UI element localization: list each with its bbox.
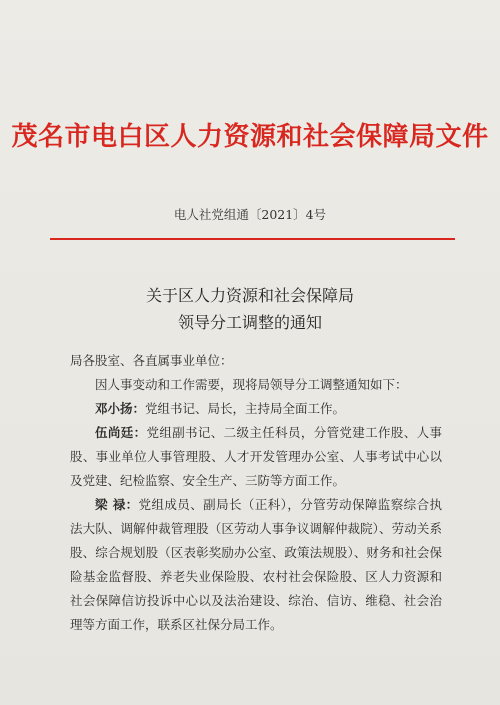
notice-title-line-1: 关于区人力资源和社会保障局	[145, 286, 354, 305]
intro-paragraph: 因人事变动和工作需要，现将局领导分工调整通知如下：	[95, 377, 408, 392]
masthead-title: 茂名市电白区人力资源和社会保障局文件	[11, 122, 489, 152]
leader-name: 梁 禄：	[95, 497, 139, 512]
notice-title-line-2: 领导分工调整的通知	[177, 313, 322, 332]
document-number: 电人社党组通〔2021〕4号	[173, 207, 327, 222]
duty-text: 党组书记、局长，主持局全面工作。	[145, 401, 346, 416]
duty-paragraph	[70, 397, 442, 421]
leader-name: 邓小扬：	[95, 401, 146, 416]
duty-paragraph	[70, 421, 442, 493]
duty-paragraph	[70, 493, 442, 637]
addressee: 局各股室、各直属事业单位：	[70, 353, 233, 368]
red-divider-line	[50, 238, 455, 240]
duty-text: 党组成员、副局长（正科），分管劳动保障监察综合执法大队、调解仲裁管理股（区劳动人事争议调解仲裁院）、劳动关系股、综合规划股（区表彰奖励办公室、政策法规股）、财务和社会保险基金监督股、养老失业保险股、农村社会保险股、区人力资源和社会保障信访投诉中心以及法治建设、综治、信访、维稳、社会治理等方面工作，联系区社保分局工作。	[70, 497, 442, 632]
notice-body	[70, 349, 442, 637]
duty-text: 党组副书记、二级主任科员，分管党建工作股、人事股、事业单位人事管理股、人才开发管理办公室、人事考试中心以及党建、纪检监察、安全生产、三防等方面工作。	[70, 425, 442, 488]
leader-name: 伍尚廷：	[95, 425, 147, 440]
